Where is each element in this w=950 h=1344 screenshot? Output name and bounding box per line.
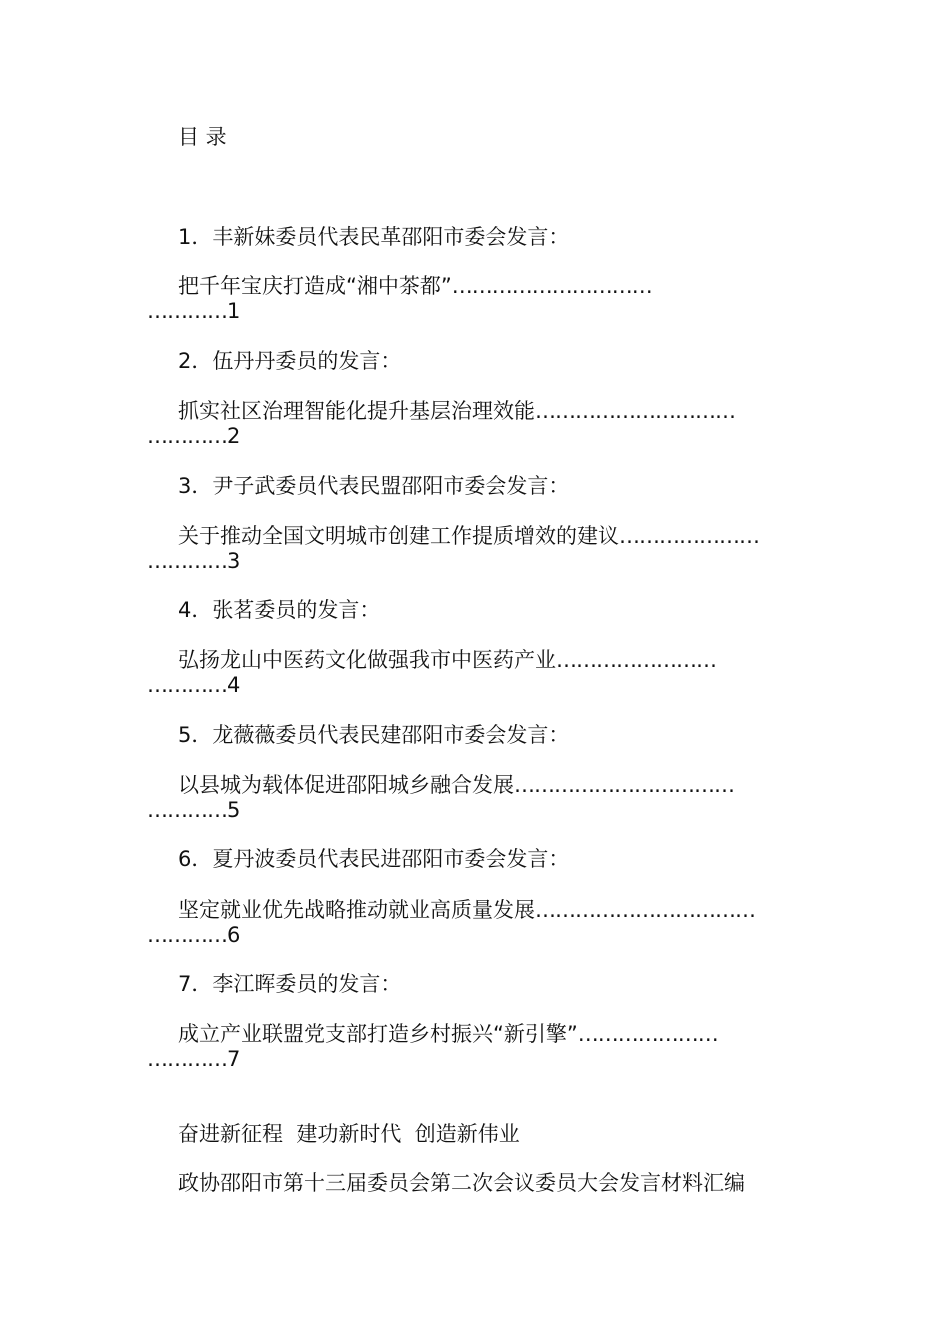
toc-page-number: 1 (227, 299, 241, 323)
footer-title: 政协邵阳市第十三届委员会第二次会议委员大会发言材料汇编 (178, 1171, 745, 1195)
toc-page-number: 6 (227, 923, 241, 947)
toc-entry-page-line (147, 672, 240, 698)
toc-entry-heading: 2．伍丹丹委员的发言： (178, 349, 402, 373)
toc-entry-page-line (147, 423, 240, 449)
toc-leader-dots: ………… (147, 798, 227, 822)
toc-entry-title: 以县城为载体促进邵阳城乡融合发展 (178, 773, 514, 797)
toc-page-number: 7 (227, 1047, 241, 1071)
toc-page-number: 2 (227, 424, 241, 448)
toc-entry-title-line (178, 772, 734, 798)
toc-entry-page-line (147, 548, 240, 574)
toc-leader-dots: ………………… (577, 1022, 718, 1046)
toc-leader-dots: ………… (147, 923, 227, 947)
toc-leader-dots: ………… (147, 673, 227, 697)
toc-leader-dots: ………… (147, 549, 227, 573)
toc-entry-title-line (178, 647, 716, 673)
toc-entry-page-line (147, 797, 240, 823)
toc-title: 目 录 (178, 125, 227, 149)
toc-leader-dots: ………………… (619, 524, 759, 548)
toc-leader-dots: ………… (147, 1047, 227, 1071)
slogan: 奋进新征程 建功新时代 创造新伟业 (178, 1122, 520, 1146)
toc-entry-title: 关于推动全国文明城市创建工作提质增效的建议 (178, 524, 619, 548)
toc-entry-title-line (178, 897, 755, 923)
toc-leader-dots: …………………………… (514, 773, 734, 797)
toc-entry-heading: 4．张茗委员的发言： (178, 598, 381, 622)
toc-page-number: 5 (227, 798, 241, 822)
toc-entry-page-line (147, 1046, 240, 1072)
toc-leader-dots: ………………………… (451, 274, 652, 298)
toc-entry-heading: 5．龙薇薇委员代表民建邵阳市委会发言： (178, 723, 570, 747)
toc-page-number: 3 (227, 549, 241, 573)
toc-entry-heading: 3．尹子武委员代表民盟邵阳市委会发言： (178, 474, 570, 498)
toc-entry-title-line (178, 398, 735, 424)
toc-leader-dots: …………………………… (535, 898, 755, 922)
toc-entry-title: 抓实社区治理智能化提升基层治理效能 (178, 399, 535, 423)
toc-entry-title: 弘扬龙山中医药文化做强我市中医药产业 (178, 648, 556, 672)
toc-entry-heading: 6．夏丹波委员代表民进邵阳市委会发言： (178, 847, 570, 871)
toc-leader-dots: ………………………… (535, 399, 735, 423)
toc-entry-heading: 1．丰新妹委员代表民革邵阳市委会发言： (178, 225, 570, 249)
toc-entry-heading: 7．李江晖委员的发言： (178, 972, 402, 996)
toc-leader-dots: …………………… (556, 648, 716, 672)
toc-entry-page-line (147, 922, 240, 948)
toc-entry-title: 坚定就业优先战略推动就业高质量发展 (178, 898, 535, 922)
toc-entry-title-line (178, 523, 759, 549)
toc-page-number: 4 (227, 673, 241, 697)
toc-entry-title: 成立产业联盟党支部打造乡村振兴“新引擎” (178, 1022, 578, 1046)
toc-entry-title: 把千年宝庆打造成“湘中茶都” (178, 274, 452, 298)
toc-entry-page-line (147, 298, 240, 324)
toc-entry-title-line (178, 1021, 718, 1047)
toc-leader-dots: ………… (147, 299, 227, 323)
toc-entry-title-line (178, 273, 652, 299)
toc-leader-dots: ………… (147, 424, 227, 448)
